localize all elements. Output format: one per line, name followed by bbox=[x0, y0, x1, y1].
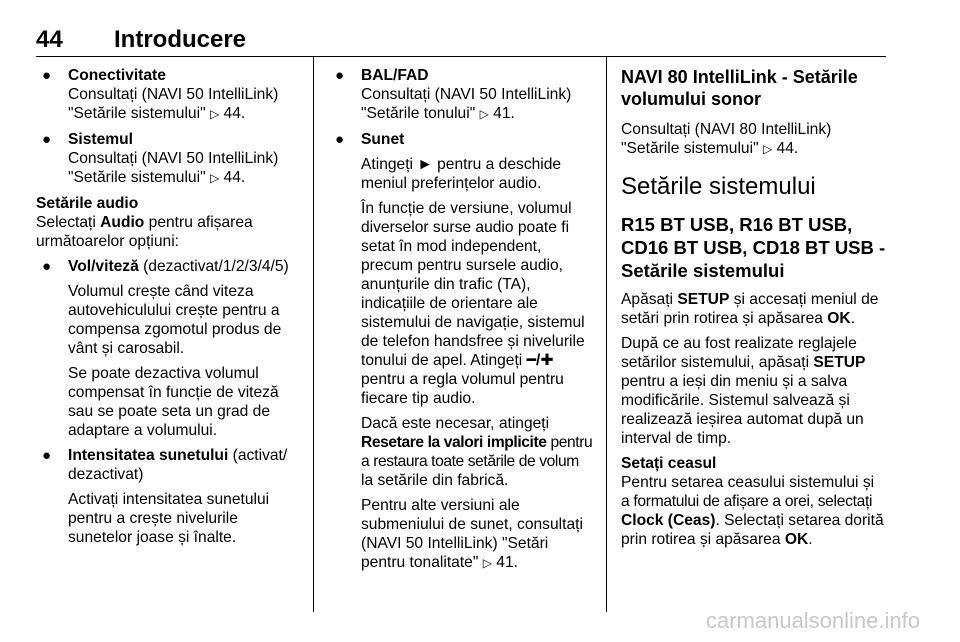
text: Consultați (NAVI 80 IntelliLink) bbox=[621, 121, 832, 138]
subsection-heading bbox=[621, 213, 889, 282]
text: Selectați bbox=[36, 214, 101, 231]
item-text: Volumul crește când viteza bbox=[68, 283, 254, 300]
column-left bbox=[36, 66, 304, 553]
text: După ce au fost realizate reglajele bbox=[621, 335, 857, 352]
item-title: Intensitatea sunetului bbox=[68, 447, 229, 464]
text: setări prin rotirea și apăsarea bbox=[621, 310, 828, 327]
item-text: Consultați (NAVI 50 IntelliLink) bbox=[68, 86, 279, 103]
ui-term: Resetare la valori implicite bbox=[361, 434, 547, 451]
section-clock bbox=[621, 454, 889, 549]
page-ref: 41. bbox=[493, 105, 515, 122]
item-text: anunțurile din trafic (TA), bbox=[361, 276, 531, 293]
item-title: BAL/FAD bbox=[361, 67, 429, 84]
item-text: indicațiile de orientare ale bbox=[361, 295, 538, 312]
item-text: Consultați (NAVI 50 IntelliLink) bbox=[361, 86, 572, 103]
text: realizează ieșirea automat după un bbox=[621, 411, 864, 428]
item-text: "Setările sistemului" bbox=[68, 169, 206, 186]
bullet-icon: ● bbox=[42, 447, 52, 464]
heading-text: NAVI 80 IntelliLink - Setările bbox=[621, 67, 858, 87]
ui-term: Clock (Ceas) bbox=[621, 512, 716, 529]
section-title: Setările audio bbox=[36, 195, 139, 212]
item-text: precum pentru sursele audio, bbox=[361, 257, 563, 274]
item-text: sau se poate seta un grad de bbox=[68, 403, 271, 420]
paragraph bbox=[621, 290, 889, 328]
ui-term: OK bbox=[827, 310, 851, 327]
item-text: meniul preferințelor audio. bbox=[361, 175, 542, 192]
item-text: Dacă este necesar, atingeți bbox=[361, 415, 550, 432]
main-heading: Setările sistemului bbox=[621, 173, 816, 200]
page-ref-icon: ▷ bbox=[209, 171, 220, 185]
ui-term: Audio bbox=[100, 214, 145, 231]
page-ref: 44. bbox=[776, 140, 799, 157]
list-item bbox=[329, 130, 599, 573]
item-text: a restaura toate setările de volum bbox=[361, 453, 579, 470]
item-text: Atingeți bbox=[361, 156, 418, 173]
item-text: Consultați (NAVI 50 IntelliLink) bbox=[68, 150, 279, 167]
watermark: carmanualsonline.info bbox=[705, 608, 920, 633]
page-ref-icon: ▷ bbox=[762, 142, 773, 156]
section-audio bbox=[36, 194, 304, 251]
item-text: Se poate dezactiva volumul bbox=[68, 365, 259, 382]
text: următoarelor opțiuni: bbox=[36, 233, 180, 250]
item-text: adaptare a volumului. bbox=[68, 422, 218, 439]
section-title: Setați ceasul bbox=[621, 455, 717, 472]
item-text: submeniului de sunet, consultați bbox=[361, 516, 583, 533]
column-middle bbox=[329, 66, 599, 579]
text: Apăsați bbox=[621, 291, 678, 308]
ui-term: OK bbox=[784, 531, 809, 548]
heading-text: volumului sonor bbox=[621, 89, 762, 109]
item-text: compensat în funcție de viteză bbox=[68, 384, 279, 401]
text: . Selectați setarea dorită bbox=[715, 512, 884, 529]
text: prin rotirea și apăsarea bbox=[621, 531, 785, 548]
page-ref-icon: ▷ bbox=[482, 556, 492, 570]
item-text: (dezactivat/1/2/3/4/5) bbox=[138, 258, 289, 275]
list-item bbox=[36, 130, 304, 188]
item-text: pentru a crește nivelurile bbox=[68, 510, 238, 527]
text: . bbox=[808, 531, 813, 548]
item-text: (NAVI 50 IntelliLink) "Setări bbox=[361, 535, 549, 552]
item-text: pentru a deschide bbox=[432, 156, 562, 173]
item-text: dezactivat) bbox=[68, 466, 144, 483]
heading-text: CD16 BT USB, CD18 BT USB - bbox=[621, 237, 886, 258]
ui-term: SETUP bbox=[677, 291, 730, 308]
item-text: setat în mod independent, bbox=[361, 238, 542, 255]
ui-term: SETUP bbox=[813, 354, 866, 371]
list-item bbox=[36, 446, 304, 547]
page-ref-icon: ▷ bbox=[479, 107, 489, 121]
bullet-icon: ● bbox=[42, 258, 52, 275]
item-title: Vol/viteză bbox=[68, 258, 139, 275]
column-divider bbox=[606, 56, 607, 612]
item-text: pentru a regla volumul pentru bbox=[361, 371, 564, 388]
text: "Setările sistemului" bbox=[621, 140, 759, 157]
item-text: sistemului de navigație, sistemul bbox=[361, 314, 585, 331]
paragraph bbox=[621, 334, 889, 448]
section-heading bbox=[621, 66, 889, 110]
text: și accesați meniul de bbox=[729, 291, 879, 308]
heading-text: Setările sistemului bbox=[621, 260, 785, 281]
text: modificările. Sistemul salvează și bbox=[621, 392, 850, 409]
list-item bbox=[329, 66, 599, 124]
item-text: la setările din fabrică. bbox=[361, 472, 509, 489]
list-item bbox=[36, 66, 304, 124]
page-ref: 41. bbox=[496, 554, 518, 571]
heading-text: R15 BT USB, R16 BT USB, bbox=[621, 214, 853, 235]
item-text: vânt și carosabil. bbox=[68, 340, 185, 357]
item-text: tonului de apel. Atingeți bbox=[361, 352, 527, 369]
text: setărilor sistemului, apăsați bbox=[621, 354, 814, 371]
column-right bbox=[621, 66, 889, 555]
paragraph bbox=[621, 120, 889, 159]
volume-minus-plus-icon: ━/✚ bbox=[526, 352, 554, 369]
text: interval de timp. bbox=[621, 430, 732, 447]
bullet-icon: ● bbox=[42, 67, 52, 84]
list-item bbox=[36, 257, 304, 440]
bullet-icon: ● bbox=[335, 67, 345, 84]
item-text: autovehiculului crește pentru a bbox=[68, 302, 280, 319]
item-title: Conectivitate bbox=[68, 67, 166, 84]
text: pentru a ieși din meniu și a salva bbox=[621, 373, 848, 390]
bullet-icon: ● bbox=[335, 131, 345, 148]
page-ref: 44. bbox=[223, 169, 246, 186]
item-text: (activat/ bbox=[228, 447, 288, 464]
item-title: Sistemul bbox=[68, 131, 133, 148]
text: Pentru setarea ceasului sistemului și bbox=[621, 474, 875, 491]
item-text: pentru tonalitate" bbox=[361, 554, 479, 571]
item-text: diverselor surse audio poate fi bbox=[361, 219, 570, 236]
item-text: Pentru alte versiuni ale bbox=[361, 497, 520, 514]
page-ref: 44. bbox=[223, 105, 246, 122]
text: pentru afișarea bbox=[144, 214, 253, 231]
item-text: fiecare tip audio. bbox=[361, 390, 476, 407]
play-arrow-icon: ► bbox=[417, 156, 433, 173]
page-ref-icon: ▷ bbox=[209, 107, 220, 121]
text: a formatului de afișare a orei, selectați bbox=[621, 493, 873, 510]
item-text: pentru bbox=[546, 434, 593, 451]
item-text: compensa zgomotul produs de bbox=[68, 321, 282, 338]
column-divider bbox=[313, 56, 314, 612]
chapter-title: Introducere bbox=[114, 26, 247, 53]
item-title: Sunet bbox=[361, 131, 405, 148]
item-text: "Setările tonului" bbox=[361, 105, 476, 122]
page-header bbox=[36, 26, 886, 57]
text: . bbox=[850, 310, 856, 327]
page-number: 44 bbox=[36, 26, 63, 53]
bullet-icon: ● bbox=[42, 131, 52, 148]
item-text: de telefon handsfree și nivelurile bbox=[361, 333, 585, 350]
item-text: "Setările sistemului" bbox=[68, 105, 206, 122]
item-text: În funcție de versiune, volumul bbox=[361, 200, 572, 217]
item-text: Activați intensitatea sunetului bbox=[68, 491, 270, 508]
item-text: sunetelor joase și înalte. bbox=[68, 529, 237, 546]
